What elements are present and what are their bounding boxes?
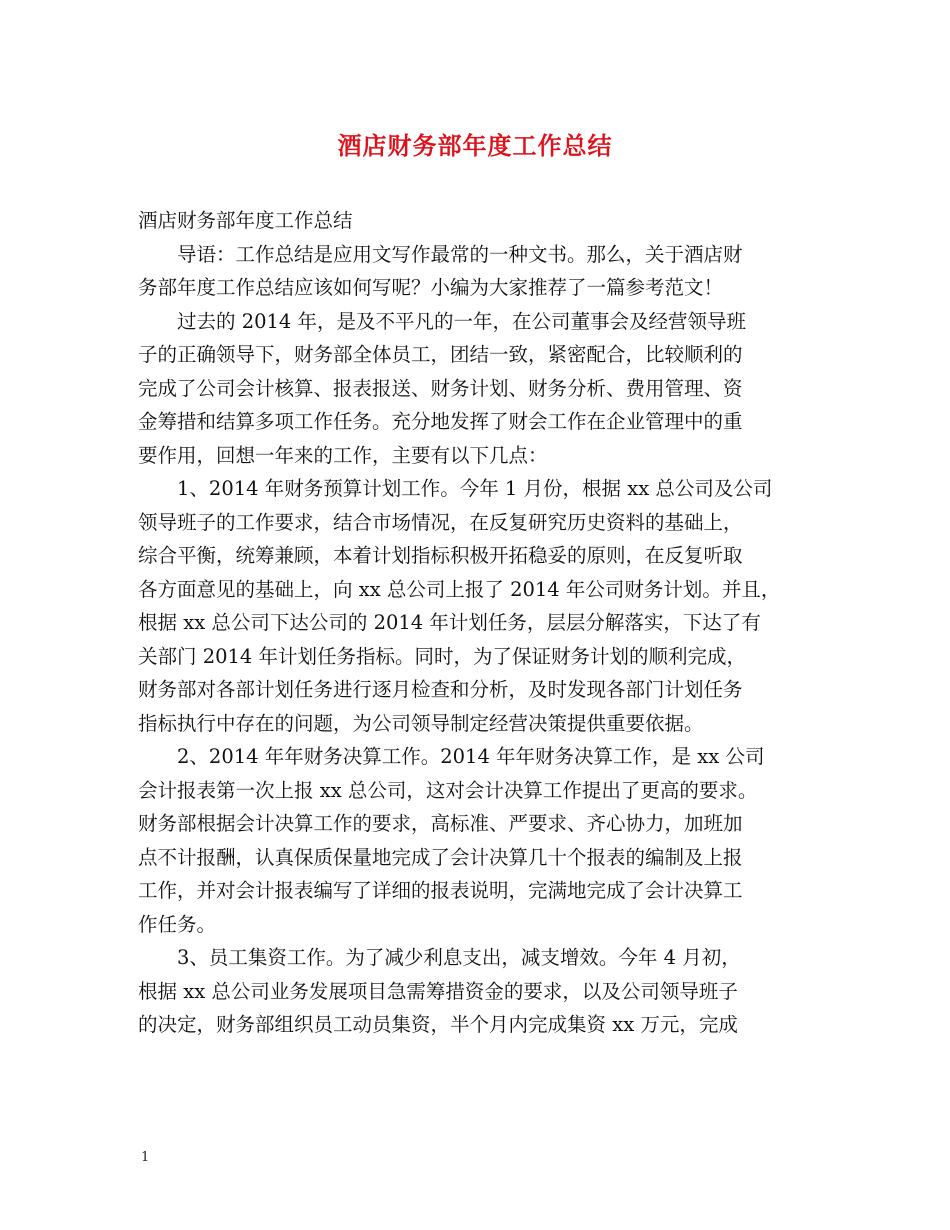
body-line: 2、2014 年年财务决算工作。2014 年年财务决算工作，是 xx 公司 bbox=[177, 745, 765, 768]
body-line: 财务部根据会计决算工作的要求，高标准、严要求、齐心协力，加班加 bbox=[138, 812, 743, 835]
body-line: 财务部对各部计划任务进行逐月检查和分析，及时发现各部门计划任务 bbox=[138, 678, 743, 701]
body-line: 的决定，财务部组织员工动员集资，半个月内完成集资 xx 万元，完成 bbox=[138, 1013, 738, 1036]
body-line: 3、员工集资工作。为了减少利息支出，减支增效。今年 4 月初， bbox=[177, 946, 741, 969]
body-line: 综合平衡，统筹兼顾，本着计划指标积极开拓稳妥的原则，在反复听取 bbox=[138, 544, 743, 567]
body-line: 完成了公司会计核算、报表报送、财务计划、财务分析、费用管理、资 bbox=[138, 376, 743, 400]
document-body bbox=[138, 204, 814, 1042]
body-line: 根据 xx 总公司业务发展项目急需筹措资金的要求，以及公司领导班子 bbox=[138, 979, 738, 1003]
body-line: 各方面意见的基础上，向 xx 总公司上报了 2014 年公司财务计划。并且， bbox=[138, 577, 781, 601]
body-line: 指标执行中存在的问题，为公司领导制定经营决策提供重要依据。 bbox=[138, 711, 704, 735]
body-line: 务部年度工作总结应该如何写呢？小编为大家推荐了一篇参考范文！ bbox=[138, 276, 724, 299]
body-line: 要作用，回想一年来的工作，主要有以下几点： bbox=[138, 443, 548, 467]
body-line: 酒店财务部年度工作总结 bbox=[138, 209, 353, 232]
page-number: 1 bbox=[141, 1150, 150, 1165]
body-line: 工作，并对会计报表编写了详细的报表说明，完满地完成了会计决算工 bbox=[138, 879, 743, 902]
body-line: 根据 xx 总公司下达公司的 2014 年计划任务，层层分解落实，下达了有 bbox=[138, 611, 761, 634]
body-line: 金筹措和结算多项工作任务。充分地发挥了财会工作在企业管理中的重 bbox=[138, 410, 743, 433]
body-line: 导语：工作总结是应用文写作最常的一种文书。那么，关于酒店财 bbox=[177, 242, 743, 266]
document-title: 酒店财务部年度工作总结 bbox=[337, 131, 613, 160]
body-line: 子的正确领导下，财务部全体员工，团结一致，紧密配合，比较顺利的 bbox=[138, 343, 743, 366]
body-line: 1、2014 年财务预算计划工作。今年 1 月份，根据 xx 总公司及公司 bbox=[177, 477, 773, 500]
body-line: 过去的 2014 年，是及不平凡的一年，在公司董事会及经营领导班 bbox=[177, 309, 747, 333]
body-line: 作任务。 bbox=[138, 912, 217, 936]
body-line: 会计报表第一次上报 xx 总公司，这对会计决算工作提出了更高的要求。 bbox=[138, 778, 758, 802]
body-line: 关部门 2014 年计划任务指标。同时，为了保证财务计划的顺利完成， bbox=[138, 644, 747, 668]
body-line: 领导班子的工作要求，结合市场情况，在反复研究历史资料的基础上， bbox=[138, 510, 743, 534]
body-line: 点不计报酬，认真保质保量地完成了会计决算几十个报表的编制及上报 bbox=[138, 845, 743, 869]
